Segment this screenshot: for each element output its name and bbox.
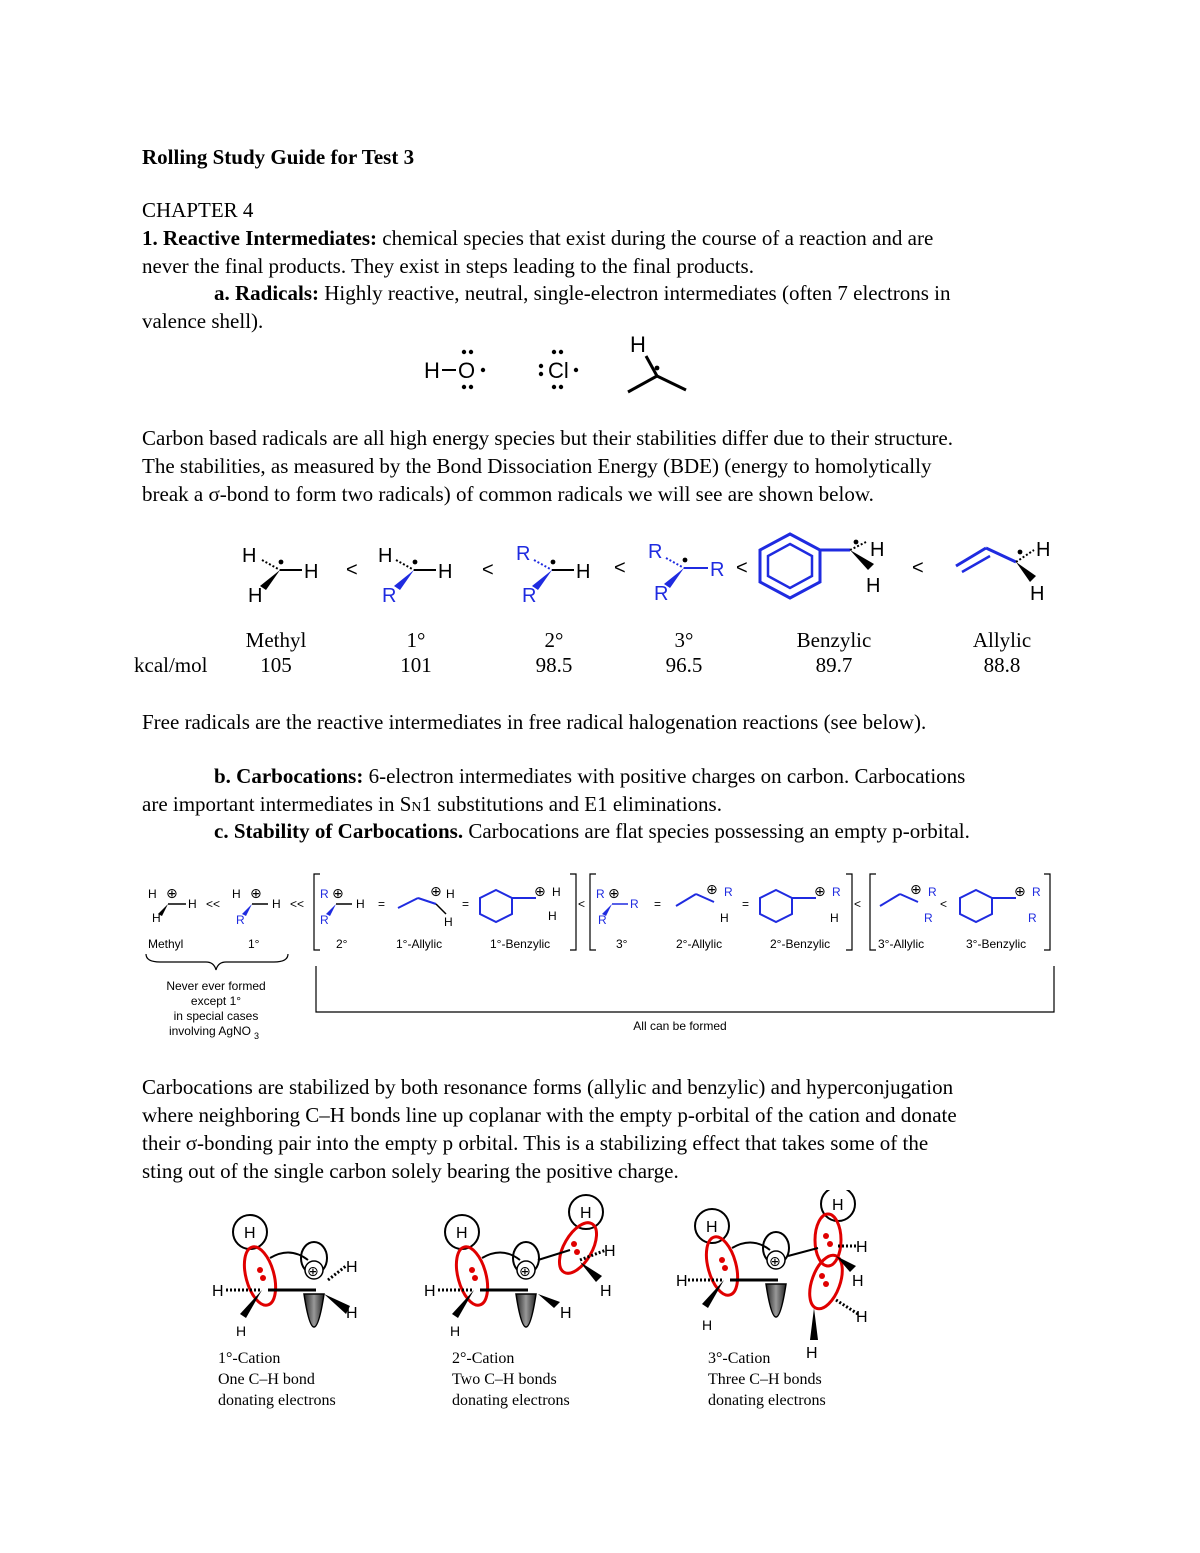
never-line3: in special cases <box>173 1009 259 1023</box>
benzylic3-r1: R <box>1032 885 1041 899</box>
fig2-h-right3: H <box>560 1305 572 1322</box>
tertiary-cation-r2: R <box>630 897 639 911</box>
primary-cation-h2: H <box>272 897 281 911</box>
benzylic3-plus: ⊕ <box>1014 883 1026 899</box>
primary-h-top: H <box>378 545 393 567</box>
benzylic2-plus: ⊕ <box>814 883 826 899</box>
radical-examples <box>410 330 700 400</box>
caption-3 <box>708 1348 826 1411</box>
tertiary-cation-r1: R <box>596 887 605 901</box>
allylic1-plus: ⊕ <box>430 883 442 899</box>
type-primary: 1° <box>406 628 426 652</box>
carbocations-term: b. Carbocations: <box>214 764 364 788</box>
carbocations-line1 <box>214 762 965 790</box>
fig3-h-bottom-right: H <box>806 1345 818 1362</box>
bde-line1: Carbon based radicals are all high energy species but their stabilities differ due to their structure. <box>142 426 953 450</box>
chapter-heading: CHAPTER 4 <box>142 198 254 222</box>
eq-1: = <box>378 897 386 911</box>
value-tertiary: 96.5 <box>665 653 703 677</box>
lt-4: < <box>736 557 748 579</box>
fig3-h-right1: H <box>856 1239 868 1256</box>
caption-1-title: 1°-Cation <box>218 1350 281 1367</box>
allylic1-h1: H <box>446 887 455 901</box>
fig1-plus: ⊕ <box>307 1263 319 1279</box>
hyper-line2: where neighboring C–H bonds line up coplanar with the empty p-orbital of the cation and donate <box>142 1103 957 1127</box>
intermediates-term: 1. Reactive Intermediates: <box>142 226 377 250</box>
caption-2 <box>452 1348 570 1411</box>
intermediates-line1 <box>142 224 933 252</box>
fig3-circled-h1: H <box>706 1219 718 1236</box>
type-secondary: 2° <box>544 628 564 652</box>
methyl-h-right: H <box>304 561 319 583</box>
methyl-cation-h3: H <box>152 911 161 925</box>
bde-line3: break a σ-bond to form two radicals) of common radicals we will see are shown below. <box>142 482 874 506</box>
caption-2-title: 2°-Cation <box>452 1350 515 1367</box>
type-allylic: Allylic <box>972 628 1032 652</box>
caption-3-line2: Three C–H bonds <box>708 1371 822 1388</box>
eq-3: = <box>654 897 662 911</box>
caption-2-line2: Two C–H bonds <box>452 1371 557 1388</box>
page-title: Rolling Study Guide for Test 3 <box>142 145 415 169</box>
radical-stability-series <box>230 530 1070 610</box>
secondary-cation-h: H <box>356 897 365 911</box>
stability-line <box>214 817 970 845</box>
methyl-cation-plus: ⊕ <box>166 885 178 901</box>
caption-3-title: 3°-Cation <box>708 1350 771 1367</box>
caption-1 <box>218 1348 336 1411</box>
value-benzylic: 89.7 <box>815 653 853 677</box>
allylic2-plus: ⊕ <box>706 881 718 897</box>
benzylic1-h2: H <box>548 909 557 923</box>
benzylic1-plus: ⊕ <box>534 883 546 899</box>
type-methyl: Methyl <box>245 628 307 652</box>
lt-2: < <box>482 559 494 581</box>
bde-line2: The stabilities, as measured by the Bond Dissociation Energy (BDE) (energy to homolytically <box>142 454 932 478</box>
caption-2-line3: donating electrons <box>452 1392 570 1409</box>
fig3-plus: ⊕ <box>769 1253 781 1269</box>
cation-label-1-allylic: 1°-Allylic <box>396 937 443 951</box>
cation-label-3-allylic: 3°-Allylic <box>878 937 925 951</box>
never-line1: Never ever formed <box>166 979 266 993</box>
fig2-h-right: H <box>604 1243 616 1260</box>
fig2-h-right2: H <box>600 1283 612 1300</box>
methyl-cation-h2: H <box>188 897 197 911</box>
allylic2-r: R <box>724 885 733 899</box>
primary-cation-r: R <box>236 913 245 927</box>
fig2-circled-h1: H <box>456 1225 468 1242</box>
cation-label-3-benzylic: 3°-Benzylic <box>966 937 1027 951</box>
kcal-unit: kcal/mol <box>134 653 208 677</box>
value-secondary: 98.5 <box>535 653 573 677</box>
fig3-circled-h2: H <box>832 1197 844 1214</box>
lt2-1: << <box>206 897 221 911</box>
secondary-cation-r2: R <box>320 913 329 927</box>
cation-label-2-benzylic: 2°-Benzylic <box>770 937 831 951</box>
benzylic-h-top: H <box>870 539 885 561</box>
fig1-circled-h: H <box>244 1225 256 1242</box>
fig2-plus: ⊕ <box>519 1263 531 1279</box>
hyper-line4: sting out of the single carbon solely bearing the positive charge. <box>142 1159 679 1183</box>
chlorine-cl: Cl <box>548 358 569 383</box>
radicals-def: Highly reactive, neutral, single-electron intermediates (often 7 electrons in <box>324 281 951 305</box>
allylic1-h2: H <box>444 915 453 929</box>
secondary-r-bottom: R <box>522 585 537 607</box>
never-subscript: 3 <box>254 1031 260 1041</box>
fig3-h-bottom: H <box>702 1317 713 1333</box>
fig1-h-right-top: H <box>346 1259 358 1276</box>
type-tertiary: 3° <box>674 628 694 652</box>
carbocations-text-b: 1 substitutions and E1 eliminations. <box>421 792 722 816</box>
tertiary-cation-plus: ⊕ <box>608 885 620 901</box>
value-methyl: 105 <box>260 653 292 677</box>
carbon-radical-h: H <box>630 332 646 357</box>
fig1-h-right-bottom: H <box>346 1305 358 1322</box>
carbocations-text-a: are important intermediates in S <box>142 792 412 816</box>
cation-label-1-benzylic: 1°-Benzylic <box>490 937 551 951</box>
cation-label-secondary: 2° <box>336 937 348 951</box>
intermediates-def: chemical species that exist during the course of a reaction and are <box>382 226 934 250</box>
fig3-h-right2: H <box>852 1273 864 1290</box>
methyl-h-bottom: H <box>248 585 263 607</box>
benzylic3-r2: R <box>1028 911 1037 925</box>
lt-1: < <box>346 559 358 581</box>
fig3-h-left: H <box>676 1273 688 1290</box>
secondary-cation-plus: ⊕ <box>332 885 344 901</box>
hyperconjugation-figures <box>200 1190 880 1365</box>
primary-h-right: H <box>438 561 453 583</box>
tertiary-r-top: R <box>648 541 663 563</box>
hydroxyl-h: H <box>424 358 440 383</box>
hydroxyl-o: O <box>458 358 476 383</box>
type-benzylic: Benzylic <box>796 628 872 652</box>
fig1-h-bottom: H <box>236 1323 247 1339</box>
stability-def: Carbocations are flat species possessing an empty p-orbital. <box>468 819 970 843</box>
secondary-r-top: R <box>516 543 531 565</box>
eq-4: = <box>742 897 750 911</box>
free-radicals-text: Free radicals are the reactive intermediates in free radical halogenation reactions (see below). <box>142 710 927 734</box>
lt2-2: << <box>290 897 305 911</box>
value-allylic: 88.8 <box>983 653 1021 677</box>
methyl-h-top: H <box>242 545 257 567</box>
secondary-cation-r1: R <box>320 887 329 901</box>
sn-subscript: N <box>411 800 422 815</box>
benzylic-h-bottom: H <box>866 575 881 597</box>
lt-c2: < <box>854 897 862 911</box>
methyl-cation-h1: H <box>148 887 157 901</box>
radicals-line2: valence shell). <box>142 309 264 333</box>
benzylic2-h: H <box>830 911 839 925</box>
value-primary: 101 <box>400 653 432 677</box>
fig2-circled-h2: H <box>580 1205 592 1222</box>
never-line2: except 1° <box>190 994 242 1008</box>
primary-cation-h1: H <box>232 887 241 901</box>
allylic-h-top: H <box>1036 539 1051 561</box>
radicals-term: a. Radicals: <box>214 281 319 305</box>
tertiary-r-bottom: R <box>654 583 669 605</box>
lt-3: < <box>614 557 626 579</box>
fig2-h-bottom: H <box>450 1323 461 1339</box>
lt-c1: < <box>578 897 586 911</box>
stability-term: c. Stability of Carbocations. <box>214 819 464 843</box>
cation-label-primary: 1° <box>248 937 260 951</box>
fig3-h-right3: H <box>856 1309 868 1326</box>
primary-r: R <box>382 585 397 607</box>
caption-1-line2: One C–H bond <box>218 1371 315 1388</box>
allylic-h-bottom: H <box>1030 583 1045 605</box>
tertiary-r-right: R <box>710 559 725 581</box>
carbocation-stability-diagram <box>140 868 1065 1043</box>
fig2-h-left: H <box>424 1283 436 1300</box>
lt-5: < <box>912 557 924 579</box>
tertiary-cation-r3: R <box>598 913 607 927</box>
never-line4: involving AgNO <box>168 1024 252 1038</box>
allylic2-h: H <box>720 911 729 925</box>
cation-label-methyl: Methyl <box>148 937 184 951</box>
caption-1-line3: donating electrons <box>218 1392 336 1409</box>
secondary-h: H <box>576 561 591 583</box>
cation-label-2-allylic: 2°-Allylic <box>676 937 723 951</box>
fig1-h-left: H <box>212 1283 224 1300</box>
hyper-line1: Carbocations are stabilized by both resonance forms (allylic and benzylic) and hyperconjugation <box>142 1075 954 1099</box>
allylic3-r1: R <box>928 885 937 899</box>
benzylic1-h1: H <box>552 885 561 899</box>
all-can-be-formed: All can be formed <box>633 1019 727 1033</box>
benzylic2-r: R <box>832 885 841 899</box>
caption-3-line3: donating electrons <box>708 1392 826 1409</box>
carbocations-def: 6-electron intermediates with positive charges on carbon. Carbocations <box>368 764 966 788</box>
allylic3-r2: R <box>924 911 933 925</box>
hyper-line3: their σ-bonding pair into the empty p orbital. This is a stabilizing effect that takes some of the <box>142 1131 929 1155</box>
cation-label-tertiary: 3° <box>616 937 628 951</box>
radicals-line1 <box>214 279 951 307</box>
primary-cation-plus: ⊕ <box>250 885 262 901</box>
allylic3-plus: ⊕ <box>910 881 922 897</box>
intermediates-line2: never the final products. They exist in steps leading to the final products. <box>142 254 754 278</box>
eq-2: = <box>462 897 470 911</box>
lt-c3: < <box>940 897 948 911</box>
